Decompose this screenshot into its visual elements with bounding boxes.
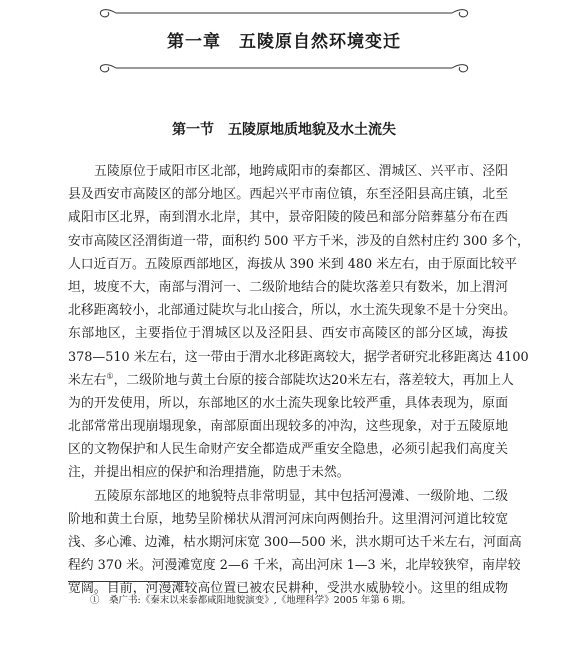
text-line: 五陵原位于咸阳市区北部，地跨咸阳市的秦都区、渭城区、兴平市、泾阳 (94, 164, 508, 179)
text-line: 咸阳市区北界，南到渭水北岸，其中，景帝阳陵的陵邑和部分陪葬墓分布在西 (68, 210, 508, 226)
footnote-divider (68, 581, 188, 582)
chapter-ornament-top (96, 6, 472, 20)
footnote: ① 桑广书:《秦末以来泰都咸阳地貌演变》,《地理科学》2005 年第 6 期。 (90, 595, 412, 606)
text-line: 为的开发使用，所以，东部地区的水土流失现象比较严重，具体表现为，原面 (68, 395, 508, 411)
text-line: 程约 370 米。河漫滩宽度 2—6 千米，高出河床 1—3 米，北岸较狭窄，南岸较 (68, 558, 521, 574)
text-segment: 米左右 (68, 372, 107, 388)
body-text (68, 160, 530, 601)
text-line: 阶地和黄土台原，地势呈阶梯状从渭河河床向两侧抬升。这里渭河河道比较宽 (68, 511, 508, 527)
paragraph-1 (68, 160, 530, 485)
text-line: 五陵原东部地区的地貌特点非常明显，其中包括河漫滩、一级阶地、二级 (94, 488, 508, 504)
text-line: 378—510 米左右，这一带由于渭水北移距离较大，据学者研究北移距离达 4100 (68, 349, 529, 365)
paragraph-2 (68, 485, 522, 601)
text-line: 注，并提出相应的保护和治理措施，防患于未然。 (68, 465, 350, 481)
text-line: 人口近百万。五陵原西部地区，海拔从 390 米到 480 米左右，由于原面比较平 (68, 256, 518, 272)
text-line: 区的文物保护和人民生命财产安全都造成严重安全隐患，必须引起我们高度关 (68, 442, 508, 458)
chapter-ornament-bottom (96, 61, 472, 75)
text-line: 东部地区，主要指位于渭城区以及泾阳县、西安市高陵区的部分区域，海拔 (68, 326, 508, 342)
text-line (68, 369, 514, 392)
section-title: 第一节 五陵原地质地貌及水土流失 (172, 122, 396, 138)
footnote-reference[interactable]: ① (106, 371, 114, 381)
text-line: 县及西安市高陵区的部分地区。西起兴平市南位镇，东至泾阳县高庄镇，北至 (68, 187, 508, 203)
text-line: 坦，坡度不大，南部与渭河一、二级阶地结合的陡坎落差只有数米，加上渭河 (68, 279, 508, 295)
chapter-title: 第一章 五陵原自然环境变迁 (167, 32, 401, 52)
text-segment: ，二级阶地与黄土台原的接合部陡坎达20米左右，落差较大，再加上人 (113, 372, 514, 388)
text-line: 浅、多心滩、边滩，枯水期河床宽 300—500 米，洪水期可达千米左右，河面高 (68, 535, 522, 550)
text-line: 北移距离较小，北部通过陡坎与北山接合，所以，水土流失现象不是十分突出。 (68, 303, 516, 319)
text-line: 安市高陵区泾渭街道一带，面积约 500 平方千米，涉及的自然村庄约 300 多个， (68, 233, 530, 249)
text-line: 北部常常出现崩塌现象，南部原面出现较多的冲沟，这些现象，对于五陵原地 (68, 419, 508, 435)
text-line: 宽阔。目前，河漫滩较高位置已被农民耕种，受洪水威胁较小。这里的组成物 (68, 581, 508, 597)
